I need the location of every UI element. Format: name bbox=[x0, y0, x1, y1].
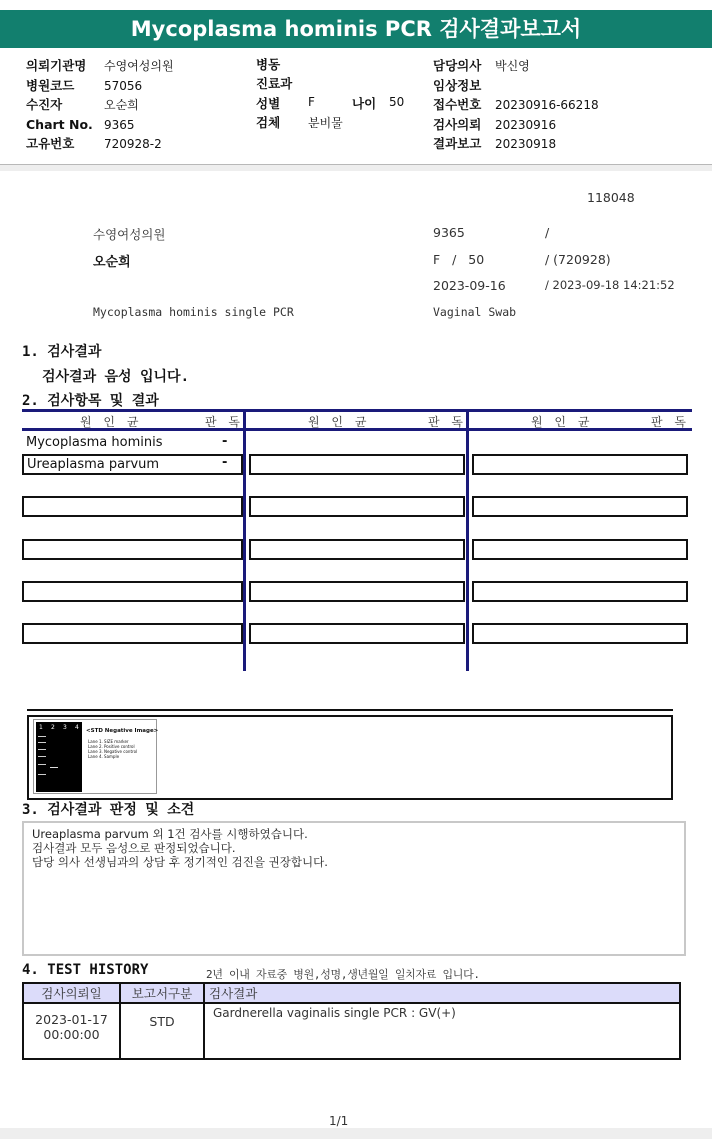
label-requesting-institution: 의뢰기관명 bbox=[26, 58, 87, 73]
value-patient: 오순희 bbox=[104, 98, 139, 112]
value-chart-no: 9365 bbox=[104, 117, 135, 132]
gel-legend-item: Lane 2. Positive control bbox=[88, 744, 135, 749]
header-shade bbox=[0, 165, 712, 171]
history-note: 2년 이내 자료중 병원,성명,생년월일 일치자료 입니다. bbox=[206, 968, 480, 981]
col-pathogen-1: 원 인 균 bbox=[80, 415, 143, 429]
table-column-divider-1 bbox=[243, 409, 246, 671]
info-slash: / bbox=[545, 225, 550, 240]
section1-heading: 1. 검사결과 bbox=[22, 344, 102, 360]
history-table bbox=[22, 982, 681, 1060]
table-column-divider-2 bbox=[466, 409, 469, 671]
empty-cell bbox=[472, 623, 688, 644]
history-col-result: 검사결과 bbox=[204, 983, 680, 1003]
opinion-line: Ureaplasma parvum 외 1건 검사를 시행하였습니다. bbox=[32, 827, 308, 841]
lane-label: 1 bbox=[39, 724, 43, 731]
gel-band bbox=[38, 756, 46, 757]
footer-shade bbox=[0, 1128, 712, 1139]
label-sex: 성별 bbox=[256, 96, 281, 111]
info-clinic: 수영여성의원 bbox=[93, 227, 166, 242]
history-date bbox=[23, 1003, 120, 1059]
history-col-date: 검사의뢰일 bbox=[23, 983, 120, 1003]
label-unique-id: 고유번호 bbox=[26, 136, 75, 151]
value-hospital-code: 57056 bbox=[104, 78, 143, 93]
history-date-day: 2023-01-17 bbox=[35, 1012, 108, 1027]
result-row bbox=[22, 433, 243, 454]
label-result-report: 결과보고 bbox=[433, 136, 482, 151]
gel-title: <STD Negative Image> bbox=[86, 728, 159, 734]
history-type: STD bbox=[120, 1003, 204, 1059]
result-row bbox=[22, 454, 243, 475]
info-chart: 9365 bbox=[433, 225, 465, 240]
value-specimen: 분비물 bbox=[308, 116, 343, 130]
empty-cell bbox=[249, 496, 465, 517]
gel-legend-item: Lane 1. SIZE marker bbox=[88, 739, 129, 744]
lane-label: 3 bbox=[63, 724, 67, 731]
info-sex-age: F / 50 bbox=[433, 252, 485, 267]
pathogen-result: - bbox=[222, 434, 228, 449]
value-receipt-no: 20230916-66218 bbox=[495, 98, 599, 112]
empty-cell bbox=[472, 581, 688, 602]
history-result: Gardnerella vaginalis single PCR : GV(+) bbox=[204, 1003, 680, 1059]
label-ward: 병동 bbox=[256, 57, 281, 72]
table-row bbox=[23, 1003, 680, 1059]
pathogen-result: - bbox=[222, 455, 228, 470]
value-physician: 박신영 bbox=[495, 59, 530, 73]
info-code: 118048 bbox=[587, 190, 635, 205]
value-requesting-institution: 수영여성의원 bbox=[104, 59, 174, 73]
value-unique-id: 720928-2 bbox=[104, 137, 162, 151]
empty-cell bbox=[472, 539, 688, 560]
empty-cell bbox=[22, 581, 243, 602]
image-top-rule bbox=[27, 709, 673, 711]
col-pathogen-3: 원 인 균 bbox=[531, 415, 594, 429]
col-judgement-2: 판 독 bbox=[428, 415, 467, 429]
header-right bbox=[433, 55, 693, 153]
gel-band bbox=[38, 749, 46, 750]
gel-legend bbox=[88, 739, 137, 759]
col-pathogen-2: 원 인 균 bbox=[308, 415, 371, 429]
value-sex: F bbox=[308, 95, 315, 109]
label-hospital-code: 병원코드 bbox=[26, 77, 75, 93]
label-physician: 담당의사 bbox=[433, 58, 482, 73]
opinion-line: 담당 의사 선생님과의 상담 후 정기적인 검진을 권장합니다. bbox=[32, 855, 328, 869]
label-specimen: 검체 bbox=[256, 115, 281, 130]
lane-label: 4 bbox=[75, 724, 79, 731]
gel-lanes bbox=[36, 722, 82, 792]
info-specimen: Vaginal Swab bbox=[433, 305, 517, 319]
opinion-line: 검사결과 모두 음성으로 판정되었습니다. bbox=[32, 841, 236, 855]
label-test-request: 검사의뢰 bbox=[433, 116, 482, 132]
section4-heading: 4. TEST HISTORY bbox=[22, 962, 149, 978]
section3-heading: 3. 검사결과 판정 및 소견 bbox=[22, 802, 195, 818]
opinion-box bbox=[22, 821, 686, 956]
gel-band bbox=[50, 767, 58, 768]
empty-cell bbox=[249, 454, 465, 475]
pathogen-name: Ureaplasma parvum bbox=[27, 457, 160, 472]
empty-cell bbox=[22, 496, 243, 517]
gel-band bbox=[38, 774, 46, 775]
empty-cell bbox=[472, 454, 688, 475]
value-result-report: 20230918 bbox=[495, 137, 557, 151]
report-title: Mycoplasma hominis PCR 검사결과보고서 bbox=[0, 10, 712, 48]
label-patient: 수진자 bbox=[26, 97, 63, 112]
value-age: 50 bbox=[389, 95, 405, 109]
pathogen-name: Mycoplasma hominis bbox=[26, 435, 163, 450]
col-judgement-3: 판 독 bbox=[651, 415, 690, 429]
empty-cell bbox=[249, 539, 465, 560]
history-date-time: 00:00:00 bbox=[43, 1027, 100, 1042]
label-receipt-no: 접수번호 bbox=[433, 97, 482, 112]
table-top-rule bbox=[22, 409, 692, 412]
gel-legend-item: Lane 3. Negative control bbox=[88, 749, 138, 754]
empty-cell bbox=[22, 623, 243, 644]
empty-cell bbox=[249, 623, 465, 644]
gel-band bbox=[38, 736, 46, 737]
gel-band bbox=[38, 764, 46, 765]
value-test-request: 20230916 bbox=[495, 117, 557, 132]
label-clinical-info: 임상정보 bbox=[433, 77, 482, 93]
header-left bbox=[26, 55, 246, 153]
page-number: 1/1 bbox=[329, 1114, 349, 1128]
info-report-datetime: / 2023-09-18 14:21:52 bbox=[545, 278, 675, 292]
info-patient: 오순희 bbox=[93, 255, 131, 270]
gel-legend-item: Lane 4. Sample bbox=[88, 754, 120, 759]
label-age: 나이 bbox=[352, 96, 377, 111]
label-chart-no: Chart No. bbox=[26, 116, 93, 132]
col-judgement-1: 판 독 bbox=[205, 415, 244, 429]
info-request-date: 2023-09-16 bbox=[433, 278, 506, 293]
info-id-part: / (720928) bbox=[545, 252, 611, 267]
empty-cell bbox=[472, 496, 688, 517]
info-test-name: Mycoplasma hominis single PCR bbox=[93, 305, 294, 319]
section2-heading: 2. 검사항목 및 결과 bbox=[22, 393, 159, 409]
empty-cell bbox=[22, 539, 243, 560]
section1-summary: 검사결과 음성 입니다. bbox=[42, 369, 190, 385]
lane-label: 2 bbox=[51, 724, 55, 731]
history-col-type: 보고서구분 bbox=[120, 983, 204, 1003]
label-department: 진료과 bbox=[256, 76, 293, 91]
gel-band bbox=[38, 742, 46, 743]
empty-cell bbox=[249, 581, 465, 602]
gel-image bbox=[33, 719, 157, 794]
